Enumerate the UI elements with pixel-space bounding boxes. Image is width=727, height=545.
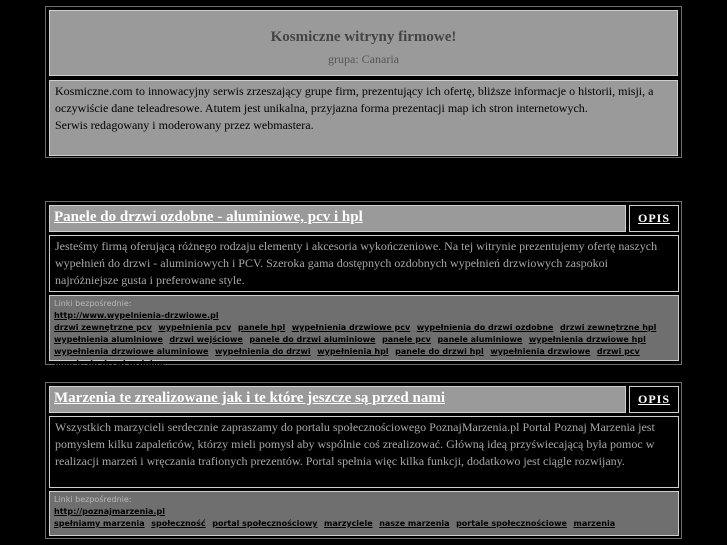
entry-description: Jesteśmy firmą oferującą różnego rodzaju elementy i akcesoria wykończeniowe. Na tej witrynie prezentujemy ofertę naszych wypełnień do drzwi - aluminiowych i PCV. Szeroka gama dostępnych ozdobnych wypełnień drzwiowych zaspokoi najróżniejsze gusta i preferowane style.: [49, 235, 679, 292]
about-panel: [49, 80, 678, 156]
tag-link[interactable]: panele pcv: [382, 335, 431, 344]
tag-list: [54, 519, 619, 528]
tag-link[interactable]: drzwi wejściowe: [169, 335, 243, 344]
title-panel: [49, 10, 678, 76]
tag-list: [54, 323, 660, 368]
site-title: Kosmiczne witryny firmowe!: [270, 29, 457, 45]
entry-links: [49, 295, 679, 368]
opis-cell: [629, 205, 679, 232]
opis-button[interactable]: OPIS: [637, 392, 670, 406]
entry-title-link[interactable]: Panele do drzwi ozdobne - aluminiowe, pcv i hpl: [54, 209, 363, 225]
tag-link[interactable]: wypełnienia do drzwi: [214, 347, 311, 356]
tag-link[interactable]: panele aluminiowe: [437, 335, 523, 344]
tag-link[interactable]: panele do drzwi hpl: [395, 347, 484, 356]
entry-card: [45, 201, 682, 368]
tag-link[interactable]: wypełnienia drzwiowe aluminiowe: [54, 347, 209, 356]
site-group: grupa: Canaria: [328, 52, 399, 66]
tag-link[interactable]: portale społecznościowe: [456, 519, 567, 528]
tag-link[interactable]: portal społecznościowy: [212, 519, 318, 528]
opis-button[interactable]: OPIS: [637, 211, 670, 225]
tag-link[interactable]: wypełnienia drzwiowe pcv: [291, 323, 411, 332]
tag-link[interactable]: nasze marzenia: [379, 519, 450, 528]
links-label: Linki bezpośrednie:: [54, 495, 132, 504]
tag-link[interactable]: wypełnienia drzwiowe: [490, 347, 591, 356]
tag-link[interactable]: drzwi zewnętrzne pcv: [54, 323, 152, 332]
tag-link[interactable]: wypełnienia aluminiowe: [54, 335, 163, 344]
tag-link[interactable]: panele hpl: [237, 323, 286, 332]
entry-title: [49, 205, 626, 232]
header-box: [45, 6, 682, 158]
tag-link[interactable]: społeczność: [151, 519, 206, 528]
about-note: Serwis redagowany i moderowany przez webmastera.: [55, 118, 314, 132]
tag-link[interactable]: wypełnienia drzwiowe hpl: [528, 335, 646, 344]
tag-link[interactable]: wypełnienia hpl: [317, 347, 389, 356]
tag-link[interactable]: panele do drzwi aluminiowe: [249, 335, 376, 344]
tag-link[interactable]: drzwi pcv: [596, 347, 640, 356]
entry-title: [49, 386, 626, 413]
entry-links: [49, 491, 679, 536]
tag-link[interactable]: marzyciele: [324, 519, 373, 528]
tag-link[interactable]: spełniamy marzenia: [54, 519, 145, 528]
tag-link[interactable]: marzenia: [573, 519, 616, 528]
tag-link[interactable]: wypełnienia pcv: [158, 323, 232, 332]
links-label: Linki bezpośrednie:: [54, 299, 132, 308]
entry-url-link[interactable]: http://poznajmarzenia.pl: [54, 507, 165, 516]
entry-title-link[interactable]: Marzenia te zrealizowane jak i te które jeszcze są przed nami: [54, 390, 445, 406]
entry-card: [45, 382, 682, 539]
opis-cell: [629, 386, 679, 413]
entry-url-link[interactable]: http://www.wypelnienia-drzwiowe.pl: [54, 311, 219, 320]
entry-description: Wszystkich marzycieli serdecznie zapraszamy do portalu społecznościowego PoznajMarzenia.pl Portal Poznaj Marzenia jest pomysłem kilku zapaleńców, którzy mieli pomysł aby wspólnie coś zrealizować. Główną ideą przyświecającą była pomoc w realizacji marzeń i wręczania trafionych prezentów. Portal spełnia więc kilka funkcji, dodatkowo jest ciągle rozwijany.: [49, 416, 679, 488]
tag-link[interactable]: panele do drzwi ozdobne: [54, 359, 167, 368]
about-text: Kosmiczne.com to innowacyjny serwis zrzeszający grupe firm, prezentujący ich ofertę, bliższe informacje o historii, misji, a oczywiście dane teleadresowe. Atutem jest unikalna, przyjazna forma prezentacji map ich stron internetowych.: [55, 84, 654, 115]
tag-link[interactable]: drzwi zewnętrzne hpl: [560, 323, 657, 332]
tag-link[interactable]: wypełnienia do drzwi ozdobne: [416, 323, 554, 332]
